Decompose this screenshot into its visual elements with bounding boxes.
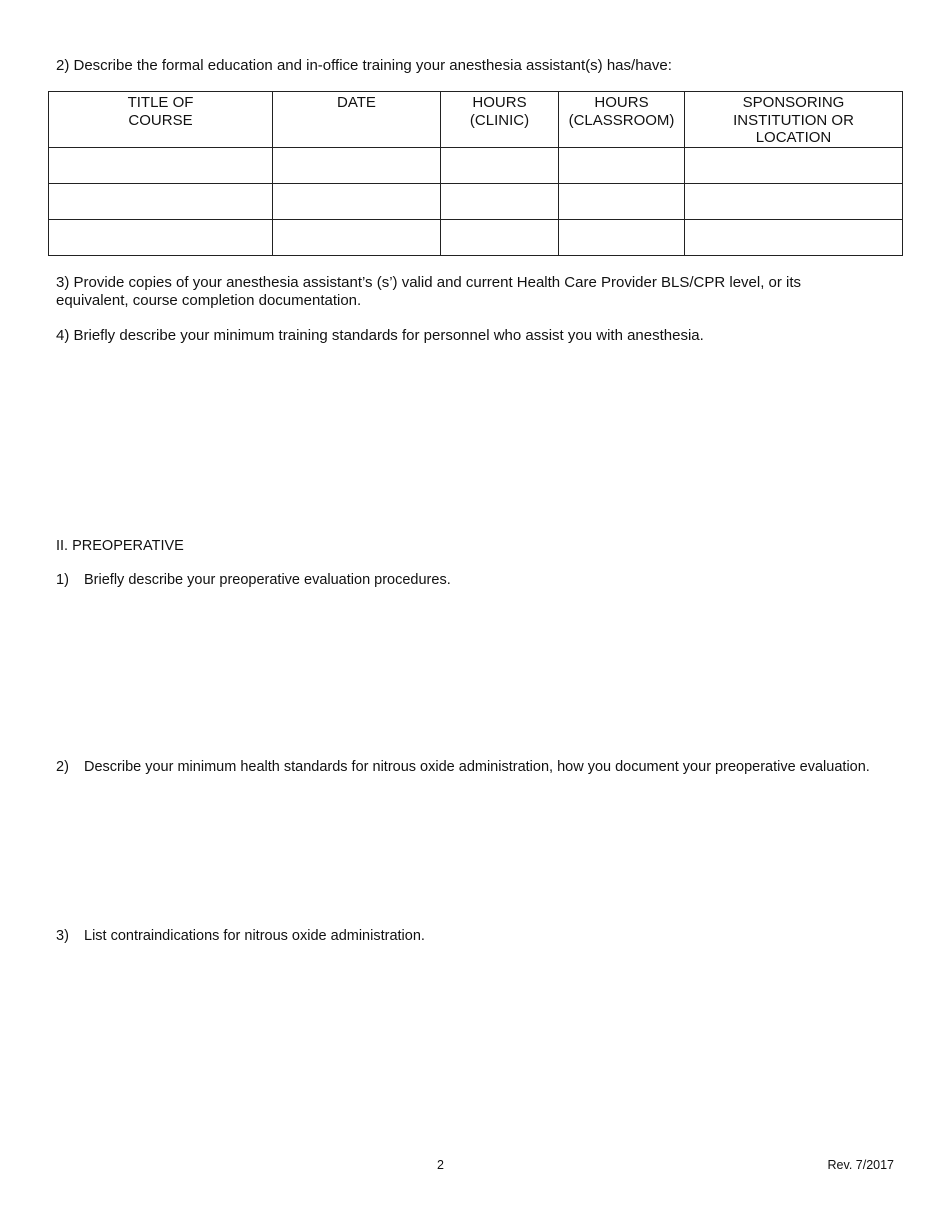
- table-row: [49, 148, 903, 184]
- header-line: INSTITUTION OR: [733, 111, 854, 129]
- header-line: TITLE OF: [127, 94, 194, 111]
- header-line: HOURS: [472, 94, 527, 111]
- section-heading-preoperative: II. PREOPERATIVE: [56, 538, 184, 554]
- item-text: List contraindications for nitrous oxide administration.: [84, 928, 425, 944]
- column-header-date: [273, 92, 441, 148]
- column-header-sponsoring-institution: [685, 92, 903, 148]
- table-cell-title[interactable]: [49, 184, 273, 220]
- page-number: 2: [437, 1158, 444, 1172]
- preoperative-item-2: [56, 758, 870, 776]
- header-line: COURSE: [128, 111, 193, 129]
- question-4-text: 4) Briefly describe your minimum training standards for personnel who assist you with anesthesia.: [56, 327, 704, 344]
- header-line: HOURS: [594, 94, 649, 111]
- column-header-hours-clinic: [441, 92, 559, 148]
- item-number: 1): [56, 572, 69, 588]
- table-header-row: [49, 92, 903, 148]
- table-cell-title[interactable]: [49, 220, 273, 256]
- item-text: Briefly describe your preoperative evaluation procedures.: [84, 572, 451, 588]
- header-line: SPONSORING: [742, 94, 845, 111]
- column-header-title-of-course: [49, 92, 273, 148]
- table-cell-date[interactable]: [273, 220, 441, 256]
- table-cell-hours-classroom[interactable]: [559, 184, 685, 220]
- table-cell-title[interactable]: [49, 148, 273, 184]
- preoperative-item-1: [56, 571, 451, 589]
- header-line: DATE: [337, 94, 376, 111]
- header-line: (CLASSROOM): [568, 111, 675, 129]
- table-cell-date[interactable]: [273, 148, 441, 184]
- table-cell-hours-clinic[interactable]: [441, 220, 559, 256]
- table-cell-sponsoring[interactable]: [685, 148, 903, 184]
- question-2-text: 2) Describe the formal education and in-office training your anesthesia assistant(s) has/have:: [56, 57, 672, 74]
- item-number: 3): [56, 928, 69, 944]
- item-text: Describe your minimum health standards for nitrous oxide administration, how you document your preoperative evaluation.: [84, 759, 870, 775]
- revision-date: Rev. 7/2017: [827, 1158, 894, 1172]
- table-cell-hours-classroom[interactable]: [559, 220, 685, 256]
- preoperative-item-3: [56, 927, 425, 945]
- table-cell-hours-clinic[interactable]: [441, 148, 559, 184]
- table-cell-sponsoring[interactable]: [685, 184, 903, 220]
- table-cell-hours-clinic[interactable]: [441, 184, 559, 220]
- header-line: LOCATION: [755, 129, 832, 146]
- item-number: 2): [56, 759, 69, 775]
- table-cell-sponsoring[interactable]: [685, 220, 903, 256]
- table-cell-hours-classroom[interactable]: [559, 148, 685, 184]
- column-header-hours-classroom: [559, 92, 685, 148]
- table-cell-date[interactable]: [273, 184, 441, 220]
- training-course-table: [48, 91, 903, 256]
- table-row: [49, 184, 903, 220]
- header-line: (CLINIC): [469, 111, 530, 129]
- question-3-text: 3) Provide copies of your anesthesia assistant’s (s’) valid and current Health Care Provider BLS/CPR level, or its equivalent, course completion documentation.: [56, 274, 802, 309]
- table-row: [49, 220, 903, 256]
